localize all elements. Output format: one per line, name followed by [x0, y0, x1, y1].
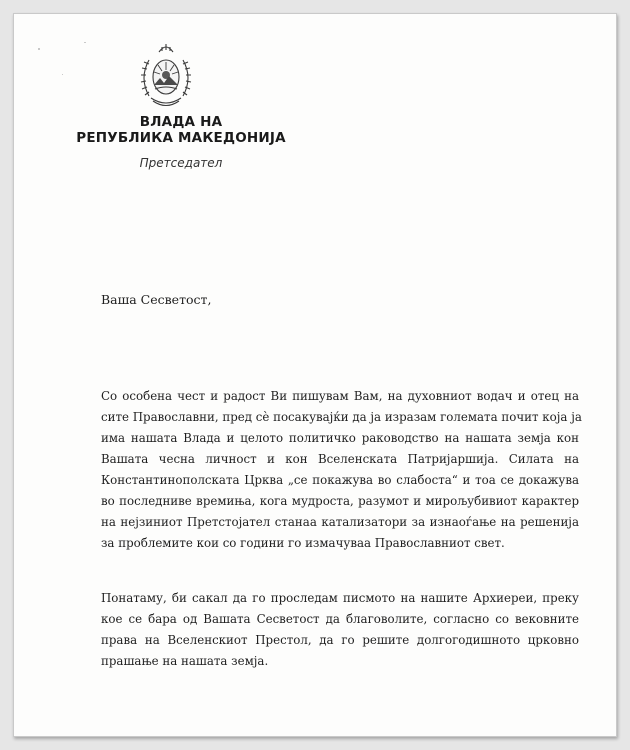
scan-speck	[84, 42, 86, 43]
paragraph-line: Со особена чест и радост Ви пишувам Вам, на духовниот водач и отец на	[101, 389, 579, 403]
paragraph-line: за проблемите кои со години го измачуваа Православниот свет.	[101, 536, 505, 550]
government-name-line2: РЕПУБЛИКА МАКЕДОНИЈА	[76, 130, 286, 146]
paragraph-line: права на Вселенскиот Престол, да го решите долгогодишното црковно	[101, 633, 579, 647]
paragraph-line: прашање на нашата земја.	[101, 654, 269, 668]
salutation: Ваша Сесветост,	[101, 292, 212, 307]
paragraph-line: Вашата чесна личност и кон Вселенската Патријаршија. Силата на	[101, 452, 579, 466]
scan-speck	[62, 74, 63, 75]
government-name-line1: ВЛАДА НА	[139, 114, 223, 130]
scan-speck	[38, 48, 40, 50]
office-title: Претседател	[139, 156, 223, 170]
coat-of-arms-emblem	[137, 38, 195, 122]
letter-page	[13, 13, 617, 737]
paragraph-line: сите Православни, пред сè посакувајќи да ја изразам големата почит која ја	[101, 410, 582, 424]
paragraph-line: во последниве времиња, кога мудроста, разумот и мирољубивиот карактер	[101, 494, 579, 508]
paragraph-line: има нашата Влада и целото политичко раководство на нашата земја кон	[101, 431, 579, 445]
paragraph-2	[101, 588, 579, 672]
paragraph-line: Понатаму, би сакал да го проследам писмото на нашите Архиереи, преку	[101, 591, 579, 605]
paragraph-1	[101, 386, 582, 554]
paragraph-line: Константинополската Црква „се покажува во слабоста“ и тоа се докажува	[101, 473, 579, 487]
paragraph-line: кое се бара од Вашата Сесветост да благоволите, согласно со вековните	[101, 612, 579, 626]
paragraph-line: на нејзиниот Претстојател станаа катализатори за изнаоѓање на решенија	[101, 515, 579, 529]
